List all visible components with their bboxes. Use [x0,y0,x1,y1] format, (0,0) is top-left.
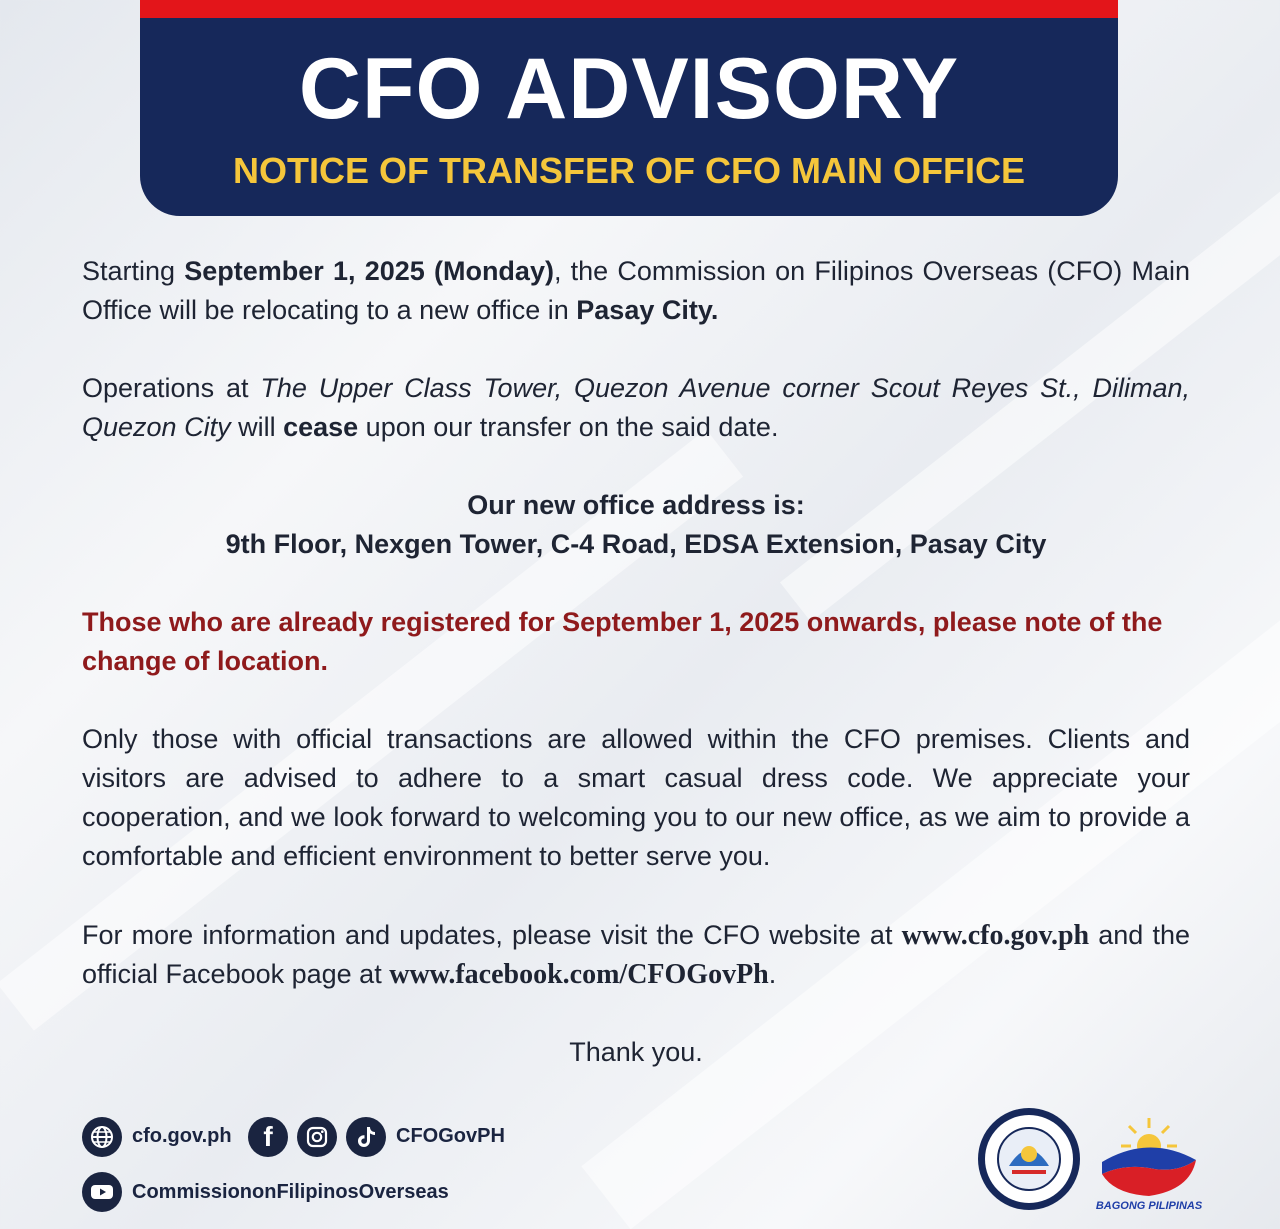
paragraph-start-date [82,252,1190,330]
bagong-pilipinas-logo [1094,1112,1204,1217]
text: Operations at [82,373,261,403]
registered-notice: Those who are already registered for September 1, 2025 onwards, please note of the change of location. [82,607,1163,676]
advisory-banner [140,0,1118,216]
cease-word: cease [283,412,359,442]
tiktok-icon[interactable] [346,1117,386,1157]
text: and the official Facebook page at [82,920,1190,989]
cfo-seal-logo [976,1106,1082,1212]
instagram-icon[interactable] [297,1117,337,1157]
bagong-pilipinas-label: BAGONG PILIPINAS [1095,1200,1203,1212]
new-address-block [82,486,1190,564]
website-link[interactable]: www.cfo.gov.ph [901,920,1090,951]
text: . [768,959,777,989]
address-heading: Our new office address is: [467,490,805,520]
text: Starting [82,256,185,286]
youtube-icon[interactable] [82,1172,122,1212]
old-address: The Upper Class Tower, Quezon Avenue corner Scout Reyes St., Diliman, Quezon City [82,373,1190,442]
website-handle[interactable]: cfo.gov.ph [132,1125,232,1147]
red-stripe [140,0,1118,18]
facebook-link[interactable]: www.facebook.com/CFOGovPh [389,959,769,990]
thank-you: Thank you. [569,1037,703,1067]
social-handle[interactable]: CFOGovPH [396,1125,505,1147]
start-date: September 1, 2025 (Monday) [184,256,554,286]
text: , the Commission on Filipinos Overseas (CFO) Main Office will be relocating to a new office in [82,256,1190,325]
paragraph-more-info [82,916,1190,994]
globe-icon[interactable] [82,1117,122,1157]
address-line: 9th Floor, Nexgen Tower, C-4 Road, EDSA Extension, Pasay City [225,529,1047,559]
banner-subtitle: NOTICE OF TRANSFER OF CFO MAIN OFFICE [233,150,1025,191]
paragraph-operations [82,369,1190,447]
text: For more information and updates, please visit the CFO website at [82,920,902,950]
paragraph-dress-code: Only those with official transactions are allowed within the CFO premises. Clients and visitors are advised to adhere to a smart casual dress code. We appreciate your cooperation, and we look forward to welcoming you to our new office, as we aim to provide a comfortable and efficient environment to better serve you. [82,724,1190,871]
youtube-handle[interactable]: CommissiononFilipinosOverseas [132,1181,449,1203]
banner-title: CFO ADVISORY [298,41,960,137]
new-city: Pasay City. [576,295,719,325]
text: upon our transfer on the said date. [358,412,779,442]
text: will [230,412,284,442]
facebook-icon[interactable]: f [248,1117,288,1157]
